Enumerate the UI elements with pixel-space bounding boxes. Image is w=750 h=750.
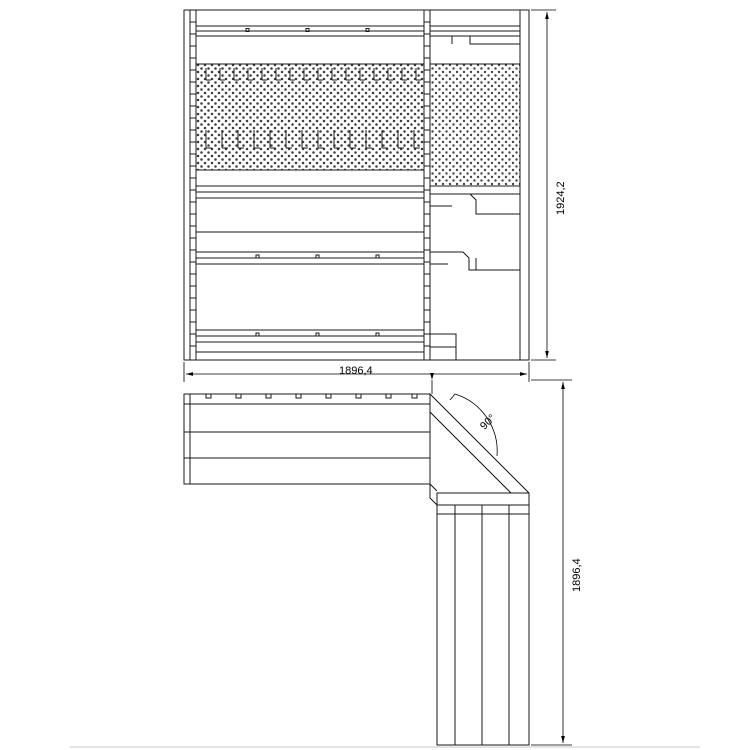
dimension-height-lower [531,380,572,745]
dimension-label-width-overall: 1896,4 [339,365,373,377]
dimension-label-height-lower: 1896,4 [571,558,583,592]
angle-callout-label: 90° [478,412,499,433]
dimension-label-height-upper: 1924,2 [555,181,567,215]
lower-view-group [184,394,529,745]
upper-view-group [184,10,529,360]
dimension-height-upper [531,10,556,360]
